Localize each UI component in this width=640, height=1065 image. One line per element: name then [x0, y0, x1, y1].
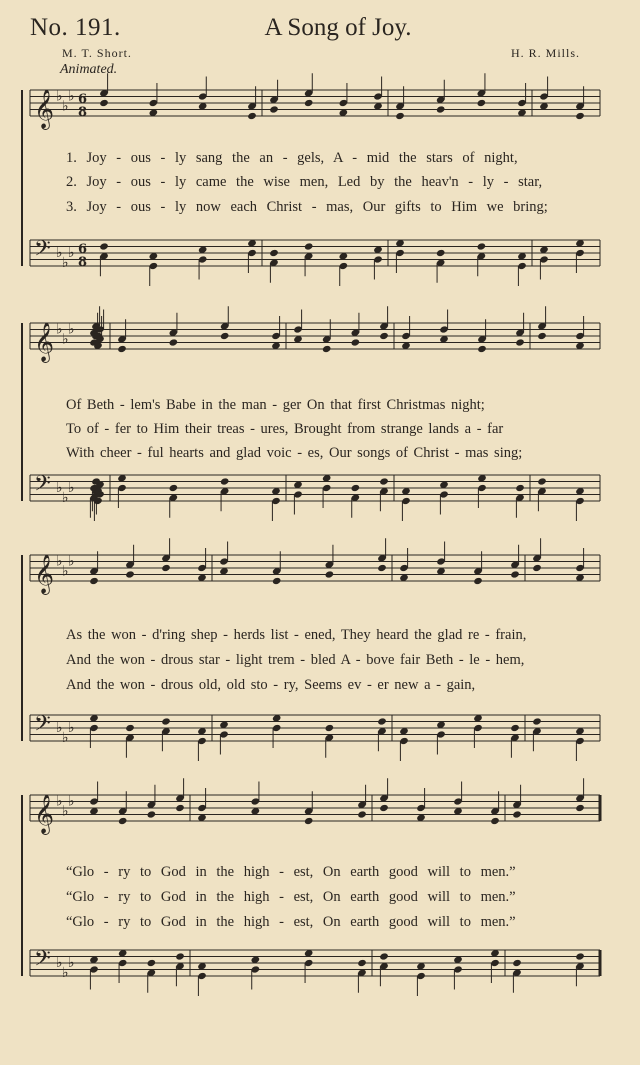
lyric-line: And the won - drous star - light trem - bled A - bove fair Beth - le - hem,: [66, 652, 525, 668]
flat-icon: ♭: [62, 489, 69, 506]
flat-icon: ♭: [56, 88, 63, 105]
note-head: [147, 959, 157, 967]
note-head: [304, 817, 314, 825]
flat-icon: ♭: [56, 245, 63, 261]
note-head: [325, 570, 335, 578]
note-head: [351, 484, 361, 492]
note-head: [118, 817, 128, 825]
note-head: [147, 810, 157, 818]
note-head: [325, 724, 335, 732]
flat-icon: ♭: [68, 245, 75, 261]
note-head: [395, 112, 405, 120]
note-head: [379, 477, 389, 485]
note-head: [351, 338, 361, 346]
note-head: [377, 564, 387, 572]
note-head: [269, 105, 279, 113]
author-credit: M. T. Short.: [62, 46, 132, 60]
flat-icon: ♭: [62, 803, 69, 820]
composer-credit: H. R. Mills.: [510, 46, 580, 60]
note-head: [477, 99, 487, 107]
treble-clef-icon: 𝄞: [34, 89, 55, 129]
note-head: [125, 570, 135, 578]
bass-clef-icon: 𝄢: [34, 236, 51, 267]
lyric-line: “Glo - ry to God in the high - est, On earth good will to men.”: [66, 914, 516, 930]
flat-icon: ♭: [62, 331, 69, 348]
note-head: [532, 717, 542, 725]
note-head: [473, 577, 483, 585]
note-head: [99, 242, 109, 250]
bass-clef-icon: 𝄢: [34, 471, 51, 502]
note-head: [379, 804, 389, 812]
flat-icon: ♭: [56, 480, 63, 496]
note-head: [161, 717, 171, 725]
note-head: [161, 564, 171, 572]
note-head: [575, 952, 585, 960]
flat-icon: ♭: [68, 955, 75, 971]
note-head: [532, 564, 542, 572]
note-head: [304, 242, 314, 250]
note-head: [220, 332, 230, 340]
treble-clef-icon: 𝄞: [34, 554, 55, 594]
note-head: [357, 959, 367, 967]
note-head: [169, 338, 179, 346]
treble-clef-icon: 𝄞: [34, 322, 55, 362]
lyric-line: “Glo - ry to God in the high - est, On earth good will to men.”: [66, 889, 516, 905]
lyric-line: 3. Joy - ous - ly now each Christ - mas, Our gifts to Him we bring;: [66, 199, 548, 215]
note-head: [477, 345, 487, 353]
flat-icon: ♭: [62, 964, 69, 981]
note-head: [377, 717, 387, 725]
flat-icon: ♭: [56, 321, 63, 338]
note-head: [515, 338, 525, 346]
note-head: [357, 810, 367, 818]
note-head: [537, 477, 547, 485]
hymn-title: A Song of Joy.: [264, 14, 412, 41]
flat-icon: ♭: [62, 254, 69, 271]
flat-icon: ♭: [56, 553, 63, 570]
flat-icon: ♭: [68, 321, 75, 338]
note-head: [322, 345, 332, 353]
note-head: [272, 577, 282, 585]
flat-icon: ♭: [68, 720, 75, 736]
time-sig-numerator: 6: [78, 92, 88, 107]
lyric-line: With cheer - ful hearts and glad voic - es, Our songs of Christ - mas sing;: [66, 445, 523, 461]
flat-icon: ♭: [68, 88, 75, 105]
note-head: [477, 242, 487, 250]
note-head: [537, 332, 547, 340]
time-sig-denominator: 8: [78, 255, 88, 270]
note-head: [269, 249, 279, 257]
lyric-line: 2. Joy - ous - ly came the wise men, Led by the heav'n - ly - star,: [66, 174, 543, 190]
lyric-line: Of Beth - lem's Babe in the man - ger On that first Christmas night;: [66, 397, 485, 413]
treble-clef-icon: 𝄞: [34, 794, 55, 834]
flat-icon: ♭: [56, 793, 63, 810]
flat-icon: ♭: [62, 729, 69, 746]
flat-icon: ♭: [68, 480, 75, 496]
note-head: [575, 804, 585, 812]
flat-icon: ♭: [68, 793, 75, 810]
bass-clef-icon: 𝄢: [34, 711, 51, 742]
note-head: [436, 249, 446, 257]
note-head: [247, 112, 257, 120]
lyric-line: And the won - drous old, old sto - ry, Seems ev - er new a - gain,: [66, 677, 476, 693]
note-head: [515, 484, 525, 492]
tempo-marking: Animated.: [60, 62, 118, 77]
note-head: [510, 570, 520, 578]
lyric-line: As the won - d'ring shep - herds list - ened, They heard the glad re - frain,: [66, 627, 527, 643]
hymn-number: No. 191.: [30, 14, 121, 41]
flat-icon: ♭: [56, 955, 63, 971]
time-sig-numerator: 6: [78, 242, 88, 257]
bass-clef-icon: 𝄢: [34, 946, 51, 977]
note-head: [304, 99, 314, 107]
note-head: [512, 810, 522, 818]
note-head: [117, 345, 127, 353]
note-head: [169, 484, 179, 492]
note-head: [490, 817, 500, 825]
note-head: [220, 477, 230, 485]
note-head: [89, 577, 99, 585]
note-head: [512, 959, 522, 967]
note-head: [510, 724, 520, 732]
note-head: [175, 952, 185, 960]
note-head: [379, 952, 389, 960]
note-head: [575, 112, 585, 120]
flat-icon: ♭: [62, 98, 69, 115]
flat-icon: ♭: [56, 720, 63, 736]
flat-icon: ♭: [62, 563, 69, 580]
note-head: [99, 99, 109, 107]
time-sig-denominator: 8: [78, 105, 88, 120]
flat-icon: ♭: [68, 553, 75, 570]
note-head: [436, 105, 446, 113]
note-head: [175, 804, 185, 812]
note-head: [125, 724, 135, 732]
lyric-line: To of - fer to Him their treas - ures, Brought from strange lands a - far: [66, 421, 504, 437]
lyric-line: 1. Joy - ous - ly sang the an - gels, A - mid the stars of night,: [66, 150, 518, 166]
lyric-line: “Glo - ry to God in the high - est, On earth good will to men.”: [66, 864, 516, 880]
note-head: [379, 332, 389, 340]
